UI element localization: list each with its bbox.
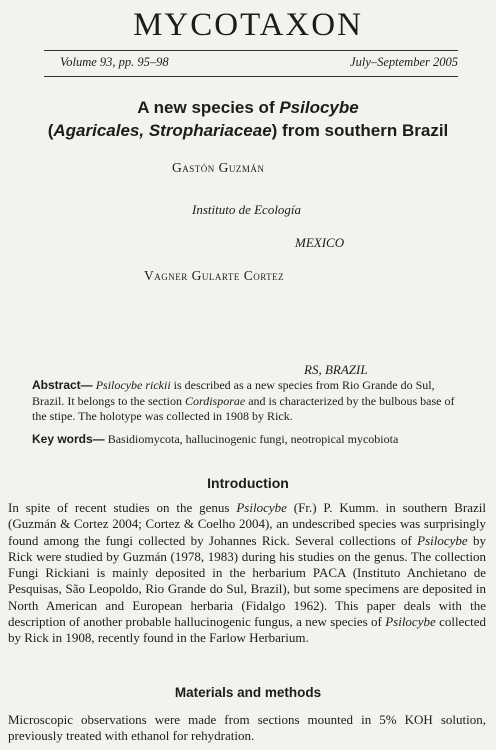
paragraph-text: by Rick were studied by Guzmán (1978, 1983) during his studies on the genus. The collection Fungi Rickiani is mainly deposited in the herbarium PACA (Instituto Anchietano de Pesquisas, São Leopoldo, Rio Grande do Sul, Brazil), but some specimens are deposited in North American and European herbaria (Fidalgo 1962). This paper deals with the description of another probable hallucinogenic fungus, a new species of — [8, 532, 486, 630]
title-text: ) from southern Brazil — [271, 121, 449, 140]
title-text: A new species of — [137, 98, 280, 117]
volume-info: Volume 93, pp. 95–98 — [60, 55, 169, 69]
paragraph-text: In spite of recent studies on the genus — [8, 500, 237, 515]
title-text: ( — [47, 121, 54, 140]
abstract-text: and is characterized by the bulbous base of the stipe. The holotype was collected in 1908 by Rick. — [32, 393, 455, 423]
title-genus: Psilocybe — [279, 98, 359, 117]
genus-name: Psilocybe — [385, 614, 436, 630]
author-name: Vagner Gularte Cortez — [144, 268, 285, 283]
abstract — [32, 378, 468, 425]
title-taxa: Agaricales, Strophariaceae — [53, 121, 272, 140]
introduction-paragraph — [8, 500, 486, 647]
paper-title — [30, 96, 466, 142]
author-affiliation: Instituto de Ecología — [192, 202, 302, 217]
header-rule-top — [44, 50, 458, 51]
paragraph-text: (Fr.) P. Kumm. in southern Brazil (Guzmán & Cortez 2004; Cortez & Coelho 2004), an undescribed species was surprisingly found among the fungi collected by Johannes Rick. Several collections of — [8, 500, 486, 548]
abstract-section: Cordisporae — [184, 393, 246, 408]
paragraph-text: collected by Rick in 1908, recently found in the Farlow Herbarium. — [8, 614, 486, 646]
issue-line — [60, 55, 458, 70]
keywords — [32, 432, 468, 448]
author-name: Gastón Guzmán — [172, 160, 265, 175]
issue-date: July–September 2005 — [350, 55, 458, 69]
keywords-label: Key words— — [32, 432, 105, 446]
header-rule-bottom — [44, 76, 458, 77]
author-country: RS, BRAZIL — [304, 362, 368, 377]
genus-name: Psilocybe — [236, 500, 287, 515]
methods-paragraph: Microscopic observations were made from sections mounted in 5% KOH solution, previously treated with ethanol for rehydration. — [8, 712, 486, 744]
keywords-text: Basidiomycota, hallucinogenic fungi, neotropical mycobiota — [104, 432, 399, 446]
author-country: MEXICO — [295, 235, 345, 250]
abstract-label: Abstract— — [32, 378, 93, 392]
journal-masthead: MYCOTAXON — [133, 7, 363, 43]
abstract-species: Psilocybe rickii — [95, 378, 171, 392]
section-heading-methods: Materials and methods — [174, 685, 322, 700]
abstract-text: is described as a new species from Rio Grande do Sul, Brazil. It belongs to the section — [32, 378, 435, 408]
genus-name: Psilocybe — [417, 532, 468, 548]
section-heading-introduction: Introduction — [207, 475, 289, 491]
